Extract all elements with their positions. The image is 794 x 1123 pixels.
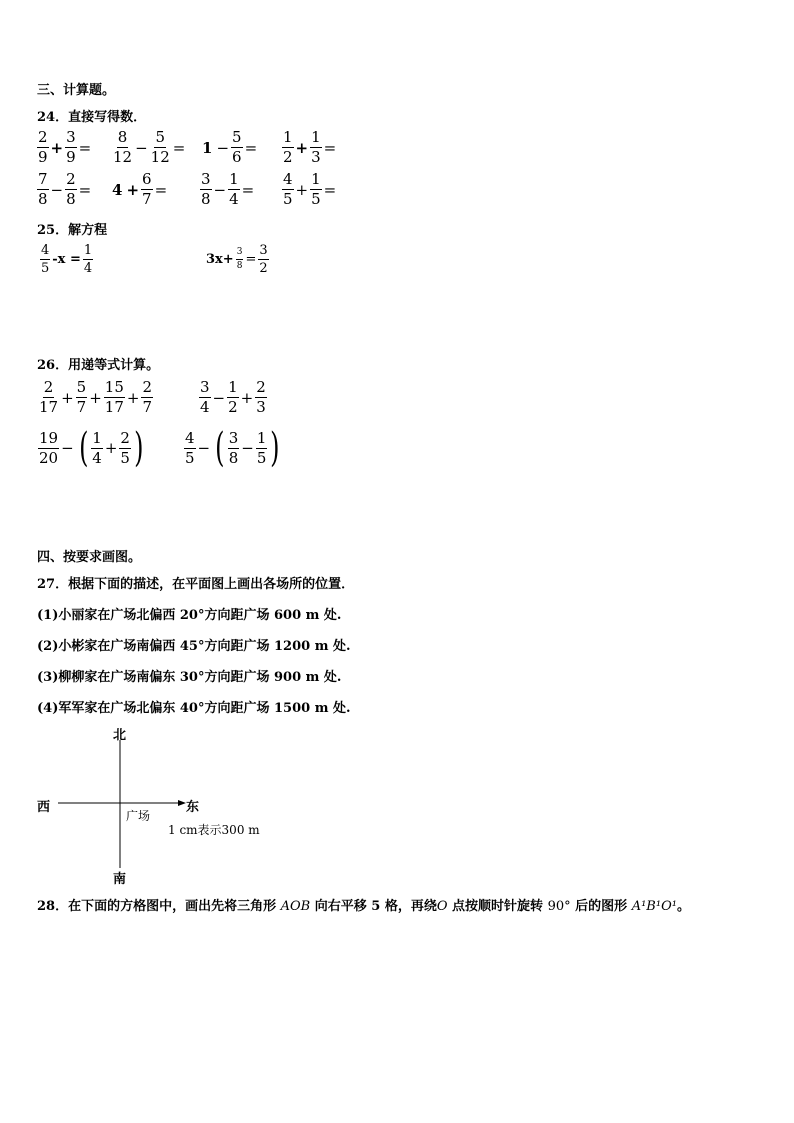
q25-title: 25．解方程 — [37, 223, 108, 238]
q28-text: 28．在下面的方格图中，画出先将三角形 AOB 向右平移 5 格，再绕O 点按顺时针旋转 90° 后的图形 A¹B¹O¹。 — [37, 899, 690, 914]
q26-expression-3: $\frac{19}{20}$ − ( $\frac{1}{4}$ + $\frac{2}{5}$ ) — [39, 425, 144, 471]
north-label: 北 — [113, 728, 127, 743]
q26-expression-4: $\frac{4}{5}$ − ( $\frac{3}{8}$ − $\frac{1}{5}$ ) — [185, 425, 280, 471]
east-arrow-icon — [178, 800, 186, 806]
q27-item-1: (1)小丽家在广场北偏西 20°方向距广场 600 m 处. — [37, 608, 342, 623]
plaza-label: 广场 — [126, 809, 151, 823]
q24-title: 24．直接写得数． — [37, 110, 147, 125]
q26-expression-2: $\frac{3}{4}$ − $\frac{1}{2}$ + $\frac{2}{3}$ — [200, 378, 266, 416]
q24-r1-e1: $\frac{2}{9}$ + $\frac{3}{9}$ = — [38, 128, 92, 166]
q24-r1-e3: 1 − $\frac{5}{6}$ = — [202, 128, 258, 166]
q24-r2-e3: $\frac{3}{8}$ − $\frac{1}{4}$ = — [201, 170, 255, 208]
east-label: 东 — [186, 800, 200, 815]
west-label: 西 — [37, 800, 51, 815]
scale-label: 1 cm表示300 m — [168, 823, 260, 837]
section-4-title: 四、按要求画图。 — [37, 550, 142, 565]
q26-expression-1: $\frac{2}{17}$ + $\frac{5}{7}$ + $\frac{15}{17}$ + $\frac{2}{7}$ — [39, 378, 153, 416]
q24-r2-e4: $\frac{4}{5}$ + $\frac{1}{5}$ = — [283, 170, 337, 208]
q27-item-2: (2)小彬家在广场南偏西 45°方向距广场 1200 m 处. — [37, 639, 351, 654]
south-label: 南 — [113, 872, 127, 887]
q24-r1-e4: $\frac{1}{2}$ + $\frac{1}{3}$ = — [283, 128, 337, 166]
q24-r2-e2: 4 + $\frac{6}{7}$ = — [112, 170, 168, 208]
q27-item-4: (4)军军家在广场北偏东 40°方向距广场 1500 m 处. — [37, 701, 351, 716]
q24-r2-e1: $\frac{7}{8}$ − $\frac{2}{8}$ = — [38, 170, 92, 208]
q25-equation-1: $\frac{4}{5}$ -x = $\frac{1}{4}$ — [41, 243, 93, 276]
section-3-title: 三、计算题。 — [37, 83, 116, 98]
q24-r1-e2: $\frac{8}{12}$ − $\frac{5}{12}$ = — [113, 128, 186, 166]
q25-equation-2: 3x+ $\frac{3}{8}$ = $\frac{3}{2}$ — [206, 243, 268, 276]
q27-title: 27．根据下面的描述，在平面图上画出各场所的位置． — [37, 577, 355, 592]
q26-title: 26．用递等式计算。 — [37, 358, 160, 373]
q27-item-3: (3)柳柳家在广场南偏东 30°方向距广场 900 m 处. — [37, 670, 342, 685]
